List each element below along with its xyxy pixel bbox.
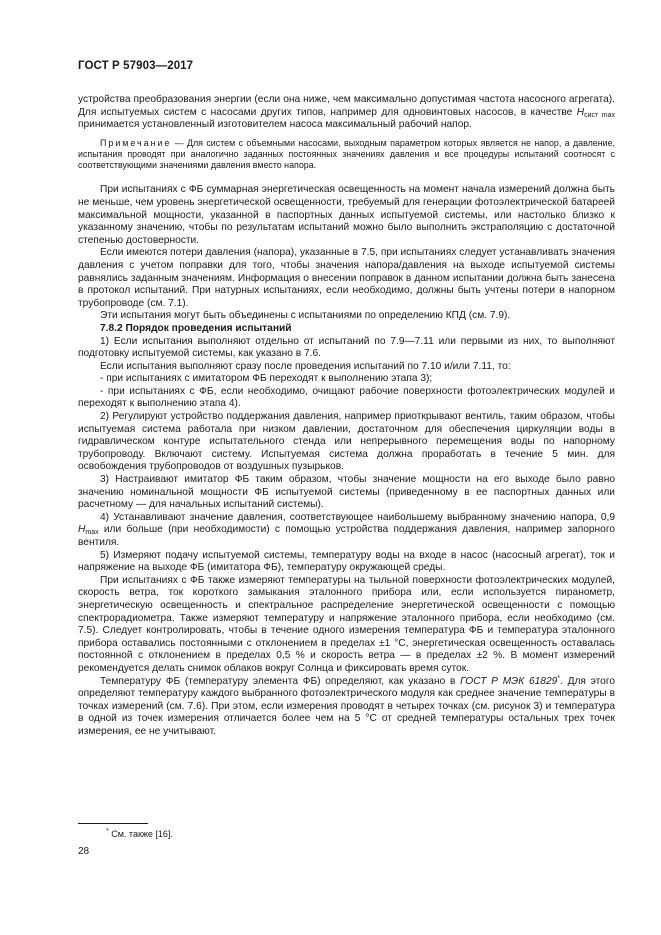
note <box>78 138 615 172</box>
document-body <box>78 94 615 739</box>
list-item: - при испытаниях с имитатором ФБ переходят к выполнению этапа 3); <box>100 373 433 385</box>
symbol-h-subscript: сист max <box>584 111 615 119</box>
paragraph-7: 2) Регулируют устройство поддержания давления, например приоткрывают вентиль, таким образом, чтобы испытуемая система работала при низком давлении, достаточном для обеспечения циркуляции воды в гидравлическом контуре испытательного стенда или непрерывного перемещения воды по напорному трубопроводу. Включают систему. Испытуемая система должна проработать в течение 5 мин. для освобождения трубопроводов от воздушных пузырьков. <box>78 411 615 473</box>
paragraph-6: Если испытания выполняют сразу после проведения испытаний по 7.10 и/или 7.11, то: <box>100 360 511 372</box>
footnote-divider <box>78 823 148 824</box>
paragraph-8: 3) Настраивают имитатор ФБ таким образом, чтобы значение мощности на его выходе было равно значению номинальной мощности ФБ испытуемой системы (приведенному в ее паспортных данных или расчетному — для начальных испытаний системы). <box>78 474 615 511</box>
document-header: ГОСТ Р 57903—2017 <box>78 60 194 72</box>
section-heading-7-8-2: 7.8.2 Порядок проведения испытаний <box>100 322 292 334</box>
paragraph-12 <box>78 676 615 739</box>
symbol-h-max-subscript: max <box>85 529 99 537</box>
footnote-marker: * <box>557 674 561 682</box>
symbol-h: H <box>576 106 585 118</box>
footnote-text: См. также [16]. <box>108 829 173 839</box>
paragraph-11: При испытаниях с ФБ также измеряют температуры на тыльной поверхности фотоэлектрических модулей, скорость ветра, ток короткого замыкания эталонного прибора или, если используется пиранометр, энергетическую освещенность и спектральное распределение энергетической освещенности с помощью спектрорадиометра. Также измеряют температуру и напряжение эталонного прибора, если необходимо (см. 7.5). Следует контролировать, чтобы в течение одного измерения температура ФБ и температура эталонного прибора оставались постоянными с отклонением в пределах ±1 °С, энергетическая освещенность оставалась постоянной с отклонением в пределах 0,5 % и скорость ветра — в пределах ±2 %. В момент измерений рекомендуется делать снимок облаков вокруг Солнца и фиксировать время суток. <box>78 574 615 674</box>
paragraph-1 <box>78 94 615 132</box>
paragraph-10: 5) Измеряют подачу испытуемой системы, температуру воды на входе в насос (насосный агрегат), ток и напряжение на выходе ФБ (имитатора ФБ), температуру окружающей среды. <box>78 549 615 574</box>
paragraph-3: Если имеются потери давления (напора), указанные в 7.5, при испытаниях следует устанавливать значения давления с учетом поправки для того, чтобы значения напора/давления на выходе испытуемой системы равнялись заданным значениям. Информация о внесении поправок в данном испытании должна быть занесена в протокол испытаний. При натурных испытаниях, если необходимо, должны быть учтены потери в напорном трубопроводе (см. 7.1). <box>78 247 615 309</box>
paragraph-5: 1) Если испытания выполняют отдельно от испытаний по 7.9—7.11 или первыми из них, то выполняют подготовку испытуемой системы, как указано в 7.6. <box>78 335 615 360</box>
paragraph-1-end: принимается установленный изготовителем насоса максимальный рабочий напор. <box>78 119 472 131</box>
note-text: — Для систем с объемными насосами, выходным параметром которых является не напор, а давление, испытания проводят при аналогично заданных постоянных значениях давления и все процедуры испытаний соотносят с соответствующими значениями давления вместо напора. <box>78 137 615 171</box>
paragraph-9-text: 4) Устанавливают значение давления, соответствующее наибольшему выбранному значению напора, 0,9 <box>100 511 615 523</box>
paragraph-4: Эти испытания могут быть объединены с испытаниями по определению КПД (см. 7.9). <box>100 310 511 322</box>
standard-reference: ГОСТ Р МЭК 61829 <box>460 675 558 687</box>
paragraph-12-text: Температуру ФБ (температуру элемента ФБ) определяют, как указано в <box>100 675 461 687</box>
paragraph-12-end: . Для этого определяют температуру каждого выбранного фотоэлектрического модуля как среднее значение температуры в точках измерений (см. 7.6). При этом, если измерения проводят в четырех точках (см. рисунок 3) и температура в одной из точек измерения отличается более чем на 5 °С от средней температуры остальных трех точек измерения, ее не учитывают. <box>78 675 616 737</box>
paragraph-2: При испытаниях с ФБ суммарная энергетическая освещенность на момент начала измерений должна быть не меньше, чем уровень энергетической освещенности, требуемый для генерации фотоэлектрической батареей максимальной мощности, указанной в паспортных данных испытуемой системы, или настолько близко к указанному значению, чтобы по результатам испытаний можно было выполнить экстраполяцию с достаточной степенью достоверности. <box>78 184 615 246</box>
page-number: 28 <box>78 846 90 857</box>
note-label: Примечание <box>100 137 172 148</box>
footnote <box>106 829 173 839</box>
symbol-h-max: H <box>78 524 86 536</box>
list-item: - при испытаниях с ФБ, если необходимо, очищают рабочие поверхности фотоэлектрических модулей и переходят к выполнению этапа 4). <box>78 385 615 410</box>
paragraph-9-end: или больше (при необходимости) с помощью устройства поддержания давления, например запорного вентиля. <box>78 524 615 549</box>
footnote-mark: * <box>106 828 109 835</box>
paragraph-1-text: устройства преобразования энергии (если она ниже, чем максимально допустимая частота насосного агрегата). Для испытуемых систем с насосами других типов, например для одновинтовых насосов, в качестве <box>78 94 615 118</box>
paragraph-9 <box>78 512 615 550</box>
